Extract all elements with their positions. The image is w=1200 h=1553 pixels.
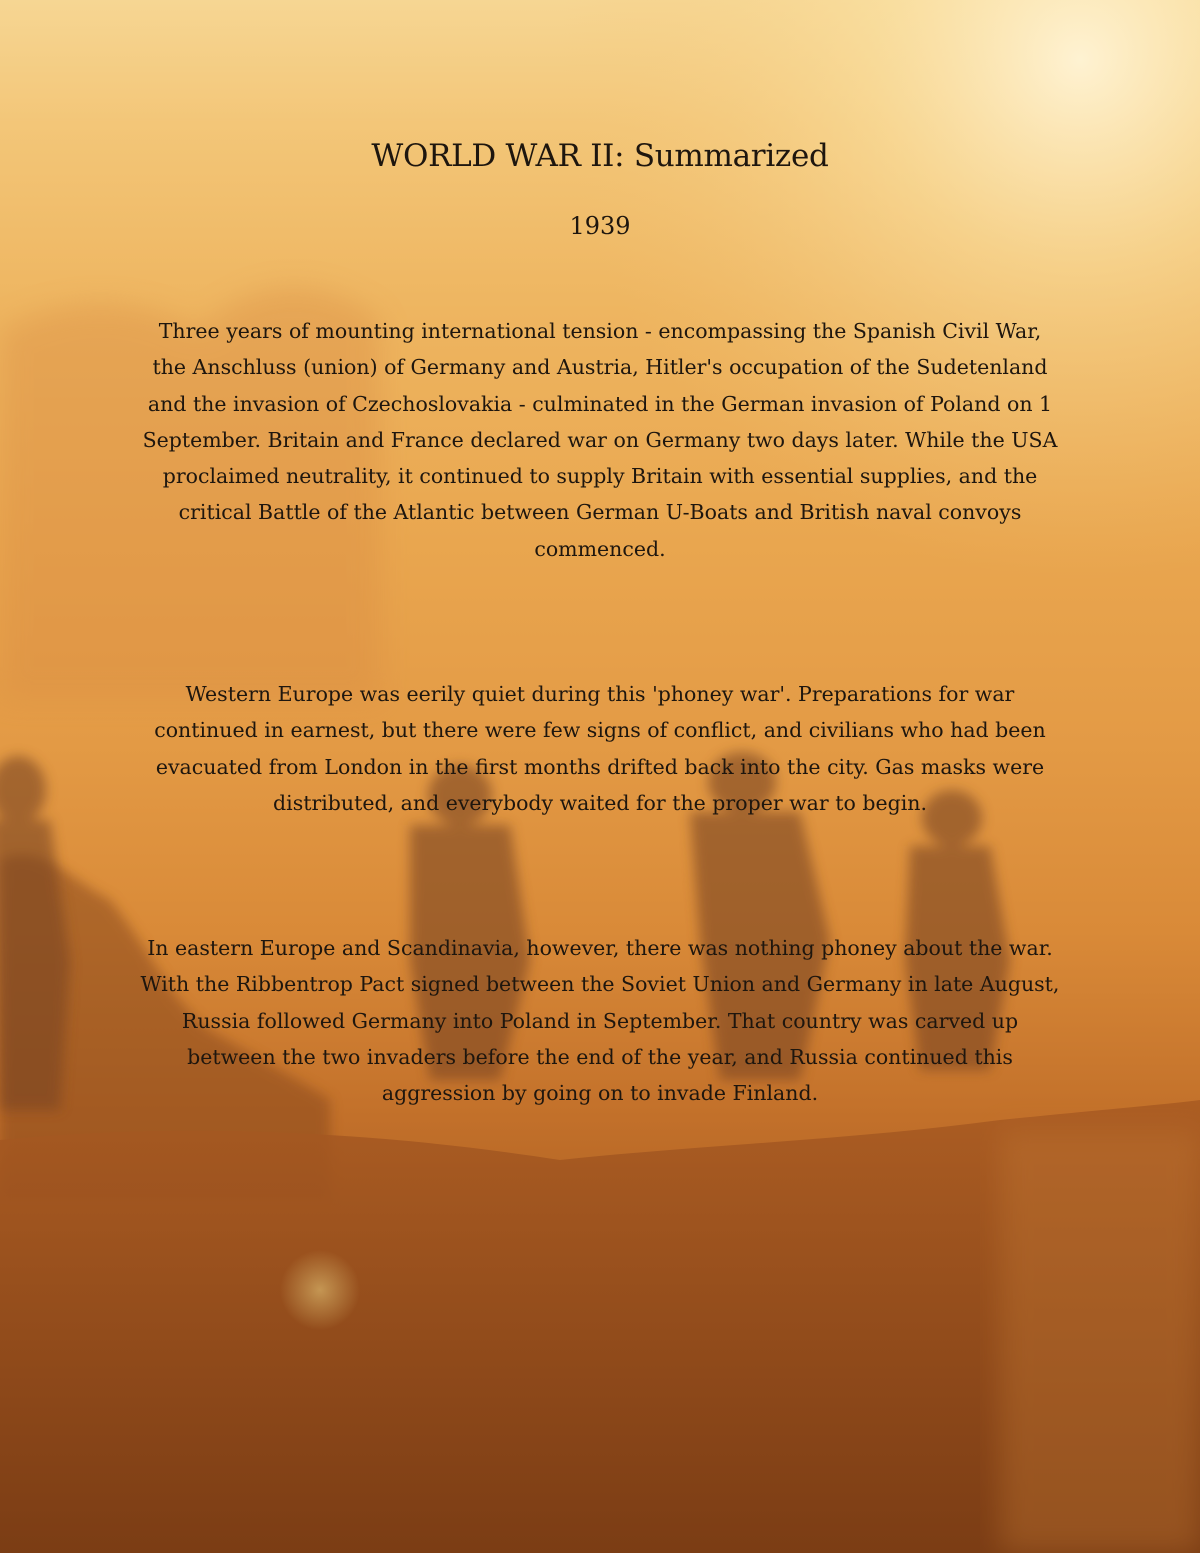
- lens-flare: [280, 1250, 360, 1330]
- right-light-bloom: [1000, 1130, 1200, 1553]
- page-title: WORLD WAR II: Summarized: [371, 138, 829, 174]
- paragraph: In eastern Europe and Scandinavia, however, there was nothing phoney about the war. With the Ribbentrop Pact signed between the Soviet Union and Germany in late August, Russia followed Germany into Poland in September. That country was carved up between the two invaders before the end of the year, and Russia continued this aggression by going on to invade Finland.: [140, 936, 1060, 1106]
- paragraph: Three years of mounting international tension - encompassing the Spanish Civil War, the Anschluss (union) of Germany and Austria, Hitler's occupation of the Sudetenland and the invasion of Czechoslovakia - culminated in the German invasion of Poland on 1 September. Britain and France declared war on Germany two days later. While the USA proclaimed neutrality, it continued to supply Britain with essential supplies, and the critical Battle of the Atlantic between German U-Boats and British naval convoys commenced.: [142, 319, 1058, 561]
- paragraph: Western Europe was eerily quiet during this 'phoney war'. Preparations for war continued in earnest, but there were few signs of conflict, and civilians who had been evacuated from London in the first months drifted back into the city. Gas masks were distributed, and everybody waited for the proper war to begin.: [154, 682, 1046, 815]
- year-heading: 1939: [569, 212, 631, 240]
